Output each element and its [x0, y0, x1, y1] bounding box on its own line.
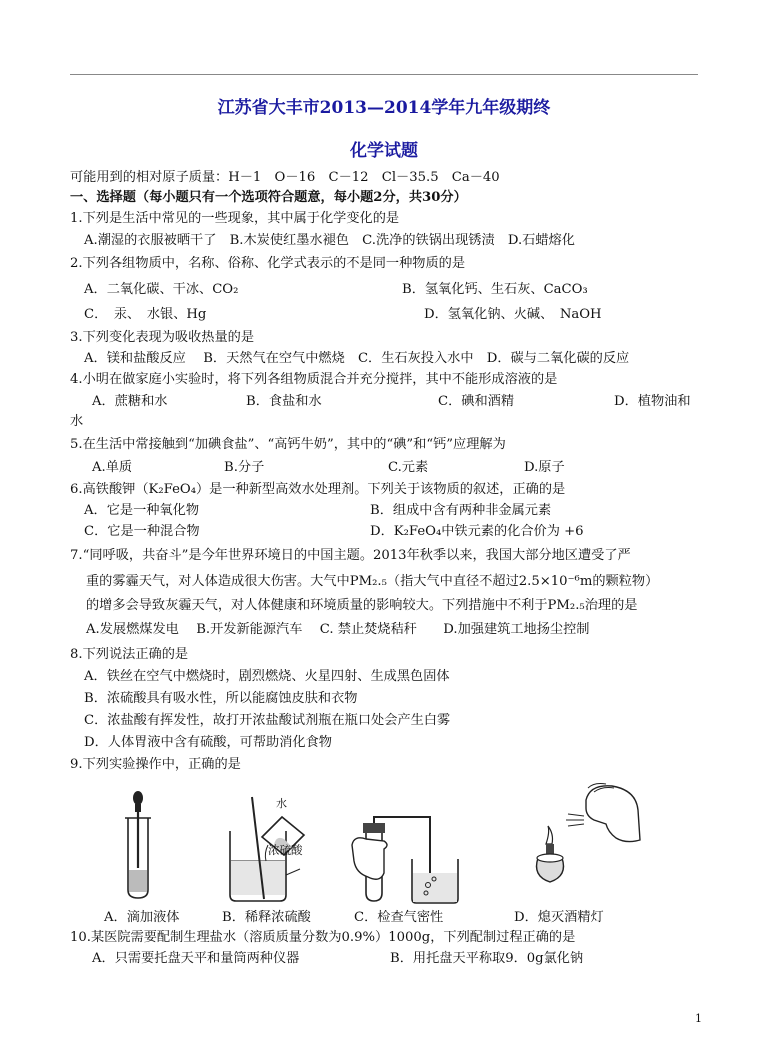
question-10-option-b: B．用托盘天平称取9．0g氯化钠: [390, 951, 584, 966]
question-6-option-d: D．K₂FeO₄中铁元素的化合价为 +6: [370, 524, 584, 539]
question-10-option-a: A．只需要托盘天平和量筒两种仪器: [92, 951, 300, 966]
page-subtitle: 化学试题: [350, 141, 418, 161]
question-5-option-b: B.分子: [224, 460, 265, 475]
header-rule: [70, 74, 698, 75]
question-1-options: A.潮湿的衣服被晒干了 B.木炭使红墨水褪色 C.洗净的铁锅出现锈渍 D.石蜡熔化: [84, 233, 575, 248]
question-5-option-a: A.单质: [92, 460, 133, 475]
question-6-option-b: B．组成中含有两种非金属元素: [370, 503, 552, 518]
water-label: 水: [276, 797, 287, 810]
question-8-option-b: B．浓硫酸具有吸水性，所以能腐蚀皮肤和衣物: [84, 691, 358, 706]
question-2: 2.下列各组物质中，名称、俗称、化学式表示的不是同一种物质的是: [70, 256, 466, 271]
question-7-options: A.发展燃煤发电 B.开发新能源汽车 C. 禁止焚烧秸秆 D.加强建筑工地扬尘控制: [86, 622, 590, 637]
alcohol-lamp-figure: [528, 780, 648, 900]
question-6: 6.高铁酸钾（K₂FeO₄）是一种新型高效水处理剂。下列关于该物质的叙述，正确的是: [70, 482, 566, 497]
question-7-line-2: 重的雾霾天气，对人体造成很大伤害。大气中PM₂.₅（指大气中直径不超过2.5×10⁻⁶m的颗粒物）: [86, 574, 659, 589]
question-9: 9.下列实验操作中，正确的是: [70, 757, 241, 772]
question-5-option-c: C.元素: [388, 460, 429, 475]
question-4-option-d-cont: 水: [70, 414, 84, 429]
question-5: 5.在生活中常接触到“加碘食盐”、“高钙牛奶”，其中的“碘”和“钙”应理解为: [70, 437, 506, 452]
question-10: 10.某医院需要配制生理盐水（溶质质量分数为0.9%）1000g，下列配制过程正确的是: [70, 930, 576, 945]
question-2-option-b: B．氢氧化钙、生石灰、CaCO₃: [402, 282, 588, 297]
question-8-option-d: D．人体胃液中含有硫酸，可帮助消化食物: [84, 735, 332, 750]
question-4: 4.小明在做家庭小实验时，将下列各组物质混合并充分搅拌，其中不能形成溶液的是: [70, 372, 558, 387]
question-2-option-c: C． 汞、 水银、Hg: [84, 307, 207, 322]
question-2-option-a: A．二氧化碳、干冰、CO₂: [84, 282, 239, 297]
atomic-mass-line: 可能用到的相对原子质量：H－1 O－16 C－12 Cl－35.5 Ca－40: [70, 170, 500, 185]
concentrated-acid-label: 浓硫酸: [268, 843, 303, 857]
figure-b-caption: B．稀释浓硫酸: [222, 910, 311, 925]
question-3: 3.下列变化表现为吸收热量的是: [70, 330, 255, 345]
question-7-line-3: 的增多会导致灰霾天气，对人体健康和环境质量的影响较大。下列措施中不利于PM₂.₅治理的是: [86, 598, 638, 613]
figure-c-caption: C．检查气密性: [354, 910, 444, 925]
question-7-line-1: 7.“同呼吸，共奋斗”是今年世界环境日的中国主题。2013年秋季以来，我国大部分地区遭受了严: [70, 548, 631, 563]
question-6-option-a: A．它是一种氧化物: [84, 503, 200, 518]
question-8-option-c: C．浓盐酸有挥发性，故打开浓盐酸试剂瓶在瓶口处会产生白雾: [84, 713, 451, 728]
question-6-option-c: C．它是一种混合物: [84, 524, 200, 539]
question-4-option-b: B．食盐和水: [246, 394, 322, 409]
question-4-option-c: C．碘和酒精: [438, 394, 515, 409]
air-tightness-figure: [350, 815, 480, 905]
question-4-option-a: A．蔗糖和水: [92, 394, 168, 409]
question-8: 8.下列说法正确的是: [70, 647, 189, 662]
question-4-option-d: D．植物油和: [614, 394, 691, 409]
page-title: 江苏省大丰市2013—2014学年九年级期终: [217, 98, 551, 118]
question-1: 1.下列是生活中常见的一些现象，其中属于化学变化的是: [70, 211, 400, 226]
question-3-options: A．镁和盐酸反应 B．天然气在空气中燃烧 C．生石灰投入水中 D．碳与二氧化碳的反应: [84, 351, 630, 366]
section-heading: 一、选择题（每小题只有一个选项符合题意，每小题2分，共30分）: [70, 190, 467, 205]
figure-a-caption: A．滴加液体: [104, 910, 180, 925]
question-5-option-d: D.原子: [524, 460, 565, 475]
page-number: 1: [695, 1012, 702, 1025]
dropper-test-tube-figure: [118, 790, 158, 900]
question-2-option-d: D．氢氧化钠、火碱、 NaOH: [424, 307, 602, 322]
question-8-option-a: A．铁丝在空气中燃烧时，剧烈燃烧、火星四射、生成黑色固体: [84, 669, 450, 684]
figure-d-caption: D．熄灭酒精灯: [514, 910, 604, 925]
